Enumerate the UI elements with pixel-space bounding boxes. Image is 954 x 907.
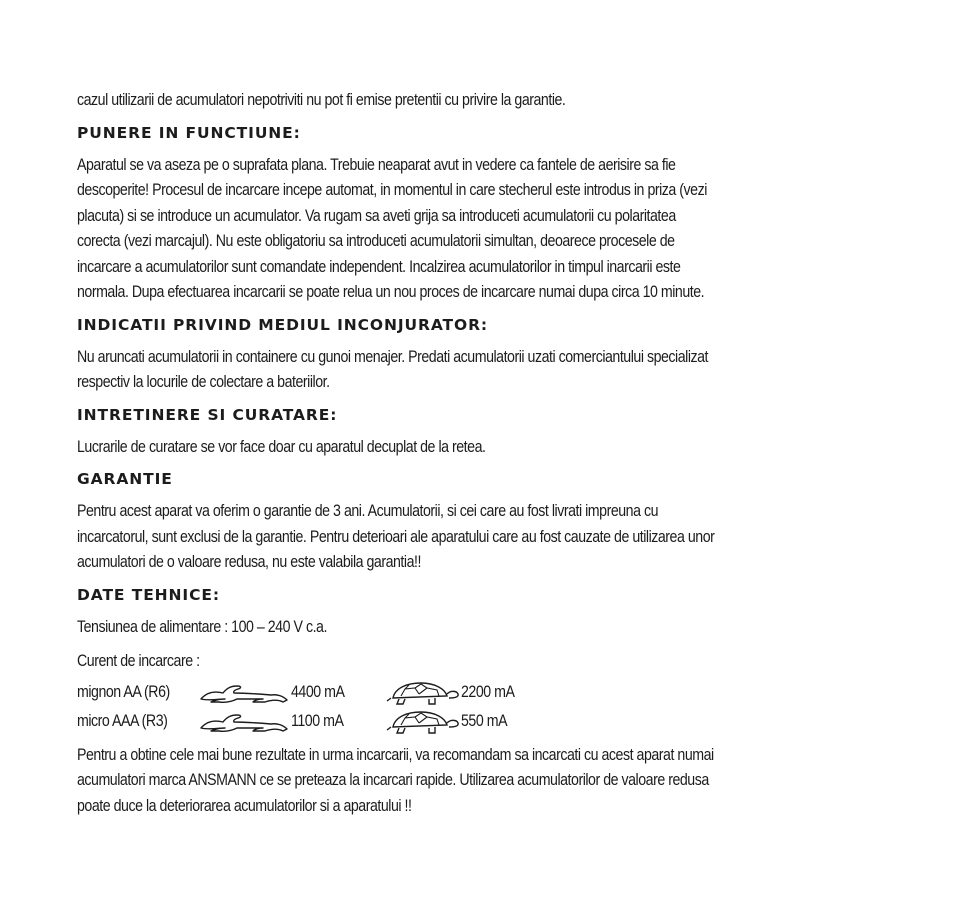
text-line: respectiv la locurile de colectare a bateriilor.	[77, 373, 330, 391]
fast-current-value: 1100 mA	[291, 711, 344, 730]
text-line: poate duce la deteriorarea acumulatorilor si a aparatului !!	[77, 796, 412, 815]
battery-type-label: micro AAA (R3)	[77, 711, 168, 730]
intro-text: cazul utilizarii de acumulatori nepotriviti nu pot fi emise pretentii cu privire la garantie.	[77, 91, 566, 109]
text-line: incarcare a acumulatorilor sunt comandate independent. Incalzirea acumulatorilor in timpul inarcarii este	[77, 257, 681, 276]
text-line: Nu aruncati acumulatorii in containere cu gunoi menajer. Predati acumulatorii uzati comerciantului specializat	[77, 347, 709, 366]
text-line: incarcatorul, sunt exclusi de la garantie. Pentru deterioari ale aparatului care au fost cauzate de utilizarea unor	[77, 527, 715, 546]
battery-type-label: mignon AA (R6)	[77, 682, 170, 701]
text-line: placuta) si se introduce un acumulator. Va rugam sa aveti grija sa introduceti acumulatorii cu polaritatea	[77, 206, 676, 225]
text-line: corecta (vezi marcajul). Nu este obligatoriu sa introduceti acumulatorii simultan, deoarece procesele de	[77, 232, 675, 250]
text-line: acumulatori marca ANSMANN ce se preteaza la incarcari rapide. Utilizarea acumulatorilor de valoare redusa	[77, 771, 709, 789]
paragraph-punere-in-functiune	[77, 153, 897, 306]
hare-icon	[197, 679, 289, 707]
heading-date-tehnice: DATE TEHNICE:	[77, 585, 220, 604]
heading-mediu-inconjurator: INDICATII PRIVIND MEDIUL INCONJURATOR:	[77, 315, 489, 334]
hare-icon	[197, 708, 289, 736]
heading-intretinere-si-curatare: INTRETINERE SI CURATARE:	[77, 405, 338, 424]
text-line: Aparatul se va aseza pe o suprafata plana. Trebuie neaparat avut in vedere ca fantele de aerisire sa fie	[77, 155, 676, 174]
text-line: normala. Dupa efectuarea incarcarii se poate relua un nou proces de incarcare numai dupa circa 10 minute.	[77, 283, 705, 301]
turtle-icon	[385, 679, 461, 707]
text-line: acumulatori de o valoare redusa, nu este valabila garantia!!	[77, 553, 421, 571]
slow-current-value: 2200 mA	[461, 682, 515, 701]
text-line: Pentru a obtine cele mai bune rezultate in urma incarcarii, va recomandam sa incarcati cu acest aparat numai	[77, 745, 714, 764]
paragraph-recommendation	[77, 743, 897, 820]
charging-current-label: Curent de incarcare :	[77, 652, 200, 670]
paragraph-intretinere-si-curatare	[77, 435, 897, 461]
paragraph-garantie	[77, 499, 897, 576]
charging-current-table	[77, 679, 897, 737]
charging-row-aa	[77, 679, 897, 707]
turtle-icon	[385, 708, 461, 736]
text-line: Lucrarile de curatare se vor face doar cu aparatul decuplat de la retea.	[77, 437, 486, 456]
paragraph-mediu-inconjurator	[77, 345, 897, 396]
heading-punere-in-functiune: PUNERE IN FUNCTIUNE:	[77, 123, 301, 142]
heading-garantie: GARANTIE	[77, 470, 173, 488]
voltage-spec: Tensiunea de alimentare : 100 – 240 V c.a.	[77, 617, 327, 636]
charging-row-aaa	[77, 708, 897, 736]
slow-current-value: 550 mA	[461, 711, 508, 730]
text-line: descoperite! Procesul de incarcare incepe automat, in momentul in care stecherul este introdus in priza (vezi	[77, 181, 707, 199]
text-line: Pentru acest aparat va oferim o garantie de 3 ani. Acumulatorii, si cei care au fost livrati impreuna cu	[77, 502, 659, 520]
document-page	[77, 88, 897, 819]
fast-current-value: 4400 mA	[291, 682, 345, 701]
